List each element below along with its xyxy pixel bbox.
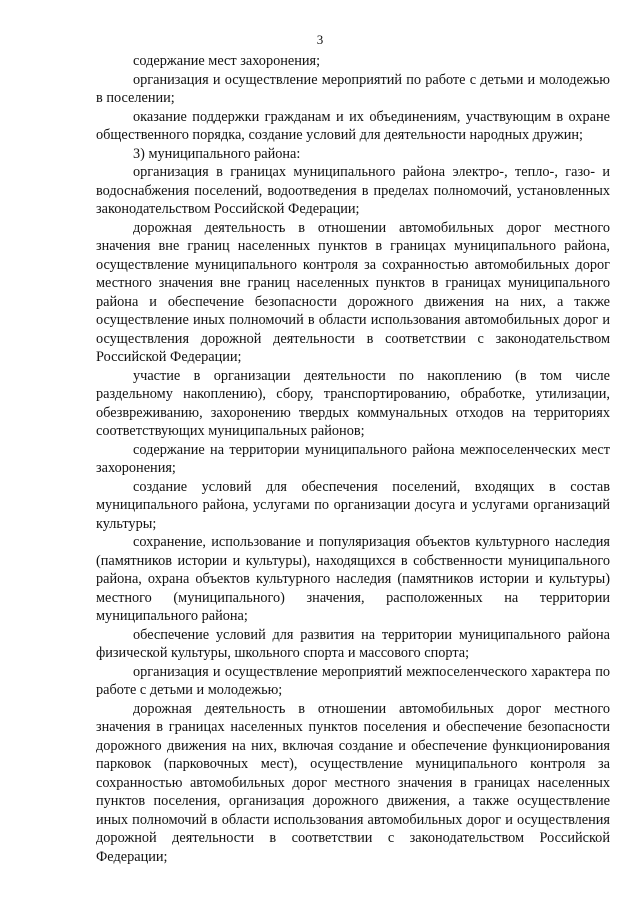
paragraph: сохранение, использование и популяризация объектов культурного наследия (памятников истории и культуры), находящихся в собственности муниципального района, охрана объектов культурного наследия (памятников истории и культуры) местного (муниципального) значения, расположенных на территории муниципального района; [96, 534, 610, 624]
document-body [96, 52, 610, 866]
paragraph: содержание на территории муниципального района межпоселенческих мест захоронения; [96, 441, 610, 476]
paragraph: организация в границах муниципального района электро-, тепло-, газо- и водоснабжения поселений, водоотведения в пределах полномочий, установленных законодательством Российской Федерации; [96, 164, 610, 217]
paragraph: дорожная деятельность в отношении автомобильных дорог местного значения в границах населенных пунктов поселения и обеспечение безопасности дорожного движения на них, включая создание и обеспечение функционирования парковок (парковочных мест), осуществление муниципального контроля за сохранностью автомобильных дорог местного значения в границах населенных пунктов поселения, организация дорожного движения, а также осуществление иных полномочий в области использования автомобильных дорог и осуществления дорожной деятельности в соответствии с законодательством Российской Федерации; [96, 700, 610, 865]
paragraph: организация и осуществление мероприятий по работе с детьми и молодежью в поселении; [96, 71, 610, 106]
paragraph: дорожная деятельность в отношении автомобильных дорог местного значения вне границ населенных пунктов в границах муниципального района, осуществление муниципального контроля за сохранностью автомобильных дорог местного значения вне границ населенных пунктов в границах муниципального района и обеспечение безопасности дорожного движения на них, а также осуществление иных полномочий в области использования автомобильных дорог и осуществления дорожной деятельности в соответствии с законодательством Российской Федерации; [96, 219, 610, 365]
paragraph: 3) муниципального района: [133, 145, 301, 162]
paragraph: оказание поддержки гражданам и их объединениям, участвующим в охране общественного порядка, создание условий для деятельности народных дружин; [96, 108, 610, 143]
paragraph: организация и осуществление мероприятий межпоселенческого характера по работе с детьми и молодежью; [96, 663, 610, 698]
paragraph: участие в организации деятельности по накоплению (в том числе раздельному накоплению), сбору, транспортированию, обработке, утилизации, обезвреживанию, захоронению твердых коммунальных отходов на территориях соответствующих муниципальных районов; [96, 367, 610, 439]
paragraph: содержание мест захоронения; [133, 53, 321, 69]
paragraph: обеспечение условий для развития на территории муниципального района физической культуры, школьного спорта и массового спорта; [96, 626, 610, 661]
page-number: 3 [316, 32, 324, 47]
paragraph: создание условий для обеспечения поселений, входящих в состав муниципального района, услугами по организации досуга и услугами организаций культуры; [96, 478, 610, 532]
